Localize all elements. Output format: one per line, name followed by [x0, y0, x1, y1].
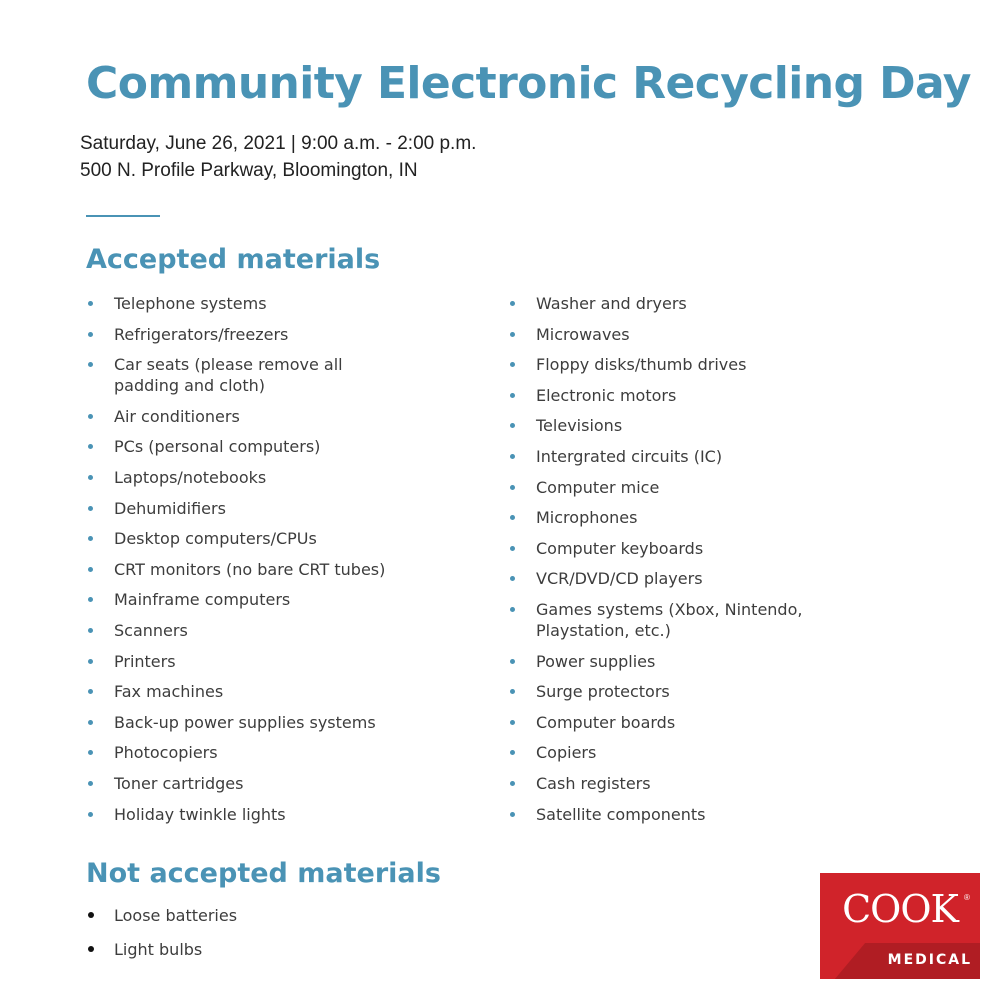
bullet-icon: [510, 485, 515, 490]
list-item-label: Cash registers: [536, 773, 651, 793]
list-item: [508, 804, 828, 825]
bullet-icon: [88, 362, 93, 367]
list-item: [86, 467, 416, 488]
list-item: [86, 651, 416, 672]
list-item-label: PCs (personal computers): [114, 437, 321, 457]
list-item: [508, 651, 828, 672]
list-item-label: Car seats (please remove all padding and cloth): [114, 355, 343, 396]
divider: [86, 215, 160, 217]
list-item: [86, 939, 406, 960]
list-item: [86, 559, 416, 580]
accepted-list-right: [508, 293, 828, 834]
list-item-label: Copiers: [536, 743, 597, 763]
logo-brand: COOK: [842, 887, 958, 931]
list-item: [86, 589, 416, 610]
list-item-label: CRT monitors (no bare CRT tubes): [114, 559, 386, 579]
bullet-icon: [510, 607, 515, 612]
accepted-list-left: [86, 293, 416, 834]
bullet-icon: [510, 362, 515, 367]
list-item: [508, 712, 828, 733]
list-item: [86, 712, 416, 733]
event-date-time: Saturday, June 26, 2021 | 9:00 a.m. - 2:00 p.m.: [80, 133, 477, 154]
list-item-label: Microphones: [536, 508, 638, 528]
list-item: [508, 324, 828, 345]
bullet-icon: [88, 659, 93, 664]
list-item-label: Televisions: [536, 416, 623, 436]
bullet-icon: [88, 444, 93, 449]
list-item-label: Loose batteries: [114, 906, 238, 925]
list-item: [508, 507, 828, 528]
list-item: [508, 293, 828, 314]
list-item: [86, 324, 416, 345]
list-item: [508, 599, 808, 641]
list-item: [508, 415, 828, 436]
list-item: [508, 742, 828, 763]
bullet-icon: [510, 720, 515, 725]
event-address: 500 N. Profile Parkway, Bloomington, IN: [80, 160, 418, 181]
list-item: [86, 406, 416, 427]
list-item-label: Dehumidifiers: [114, 498, 226, 518]
bullet-icon: [88, 781, 93, 786]
list-item-label: Printers: [114, 651, 176, 671]
list-item: [508, 681, 828, 702]
bullet-icon: [510, 659, 515, 664]
list-item: [86, 804, 416, 825]
bullet-icon: [510, 576, 515, 581]
list-item-label: Scanners: [114, 620, 188, 640]
page-title: Community Electronic Recycling Day: [86, 58, 971, 109]
list-item-label: Electronic motors: [536, 385, 677, 405]
list-item-label: Laptops/notebooks: [114, 467, 267, 487]
list-item-label: Telephone systems: [114, 294, 267, 313]
list-item-label: Computer boards: [536, 712, 676, 732]
list-item: [86, 436, 416, 457]
list-item-label: Holiday twinkle lights: [114, 804, 286, 824]
bullet-icon: [88, 912, 94, 918]
list-item-label: Intergrated circuits (IC): [536, 446, 723, 466]
list-item: [86, 681, 416, 702]
bullet-icon: [88, 812, 93, 817]
bullet-icon: [88, 536, 93, 541]
accepted-materials-heading: Accepted materials: [86, 244, 381, 275]
list-item-label: Desktop computers/CPUs: [114, 529, 317, 549]
list-item: [508, 477, 828, 498]
list-item-label: Satellite components: [536, 804, 706, 824]
list-item: [508, 385, 828, 406]
list-item: [86, 498, 416, 519]
bullet-icon: [510, 750, 515, 755]
list-item: [86, 905, 406, 926]
bullet-icon: [510, 454, 515, 459]
bullet-icon: [510, 781, 515, 786]
list-item: [508, 568, 828, 589]
bullet-icon: [88, 414, 93, 419]
list-item: [508, 773, 828, 794]
bullet-icon: [510, 515, 515, 520]
bullet-icon: [510, 301, 515, 306]
not-accepted-materials-heading: Not accepted materials: [86, 858, 441, 889]
bullet-icon: [510, 393, 515, 398]
bullet-icon: [510, 423, 515, 428]
not-accepted-list: [86, 905, 406, 973]
bullet-icon: [88, 628, 93, 633]
cook-medical-logo: [820, 873, 980, 979]
list-item-label: Power supplies: [536, 651, 656, 671]
registered-mark-icon: ®: [964, 893, 970, 902]
bullet-icon: [88, 475, 93, 480]
list-item: [508, 354, 828, 375]
list-item-label: Refrigerators/freezers: [114, 324, 289, 344]
bullet-icon: [88, 689, 93, 694]
list-item-label: Games systems (Xbox, Nintendo, Playstation, etc.): [536, 599, 803, 640]
list-item-label: Photocopiers: [114, 743, 218, 763]
bullet-icon: [510, 546, 515, 551]
bullet-icon: [510, 812, 515, 817]
list-item-label: Computer mice: [536, 477, 660, 497]
list-item: [508, 446, 828, 467]
list-item-label: Air conditioners: [114, 406, 240, 426]
bullet-icon: [510, 332, 515, 337]
list-item: [86, 354, 346, 396]
list-item-label: Washer and dryers: [536, 294, 687, 313]
list-item-label: Back-up power supplies systems: [114, 712, 376, 732]
bullet-icon: [88, 301, 93, 306]
list-item-label: Light bulbs: [114, 940, 203, 959]
list-item-label: Computer keyboards: [536, 538, 704, 558]
bullet-icon: [88, 332, 93, 337]
list-item: [86, 773, 416, 794]
list-item-label: Microwaves: [536, 324, 630, 344]
list-item-label: Surge protectors: [536, 682, 670, 702]
list-item: [86, 293, 416, 314]
bullet-icon: [88, 750, 93, 755]
list-item-label: Mainframe computers: [114, 590, 291, 610]
list-item: [86, 620, 416, 641]
logo-subtitle: MEDICAL: [887, 952, 972, 968]
bullet-icon: [88, 597, 93, 602]
list-item: [86, 528, 416, 549]
bullet-icon: [88, 946, 94, 952]
list-item-label: VCR/DVD/CD players: [536, 569, 703, 589]
list-item: [86, 742, 416, 763]
bullet-icon: [88, 506, 93, 511]
list-item-label: Floppy disks/thumb drives: [536, 355, 747, 375]
list-item: [508, 538, 828, 559]
list-item-label: Fax machines: [114, 682, 224, 702]
bullet-icon: [88, 720, 93, 725]
bullet-icon: [510, 689, 515, 694]
bullet-icon: [88, 567, 93, 572]
list-item-label: Toner cartridges: [114, 773, 244, 793]
